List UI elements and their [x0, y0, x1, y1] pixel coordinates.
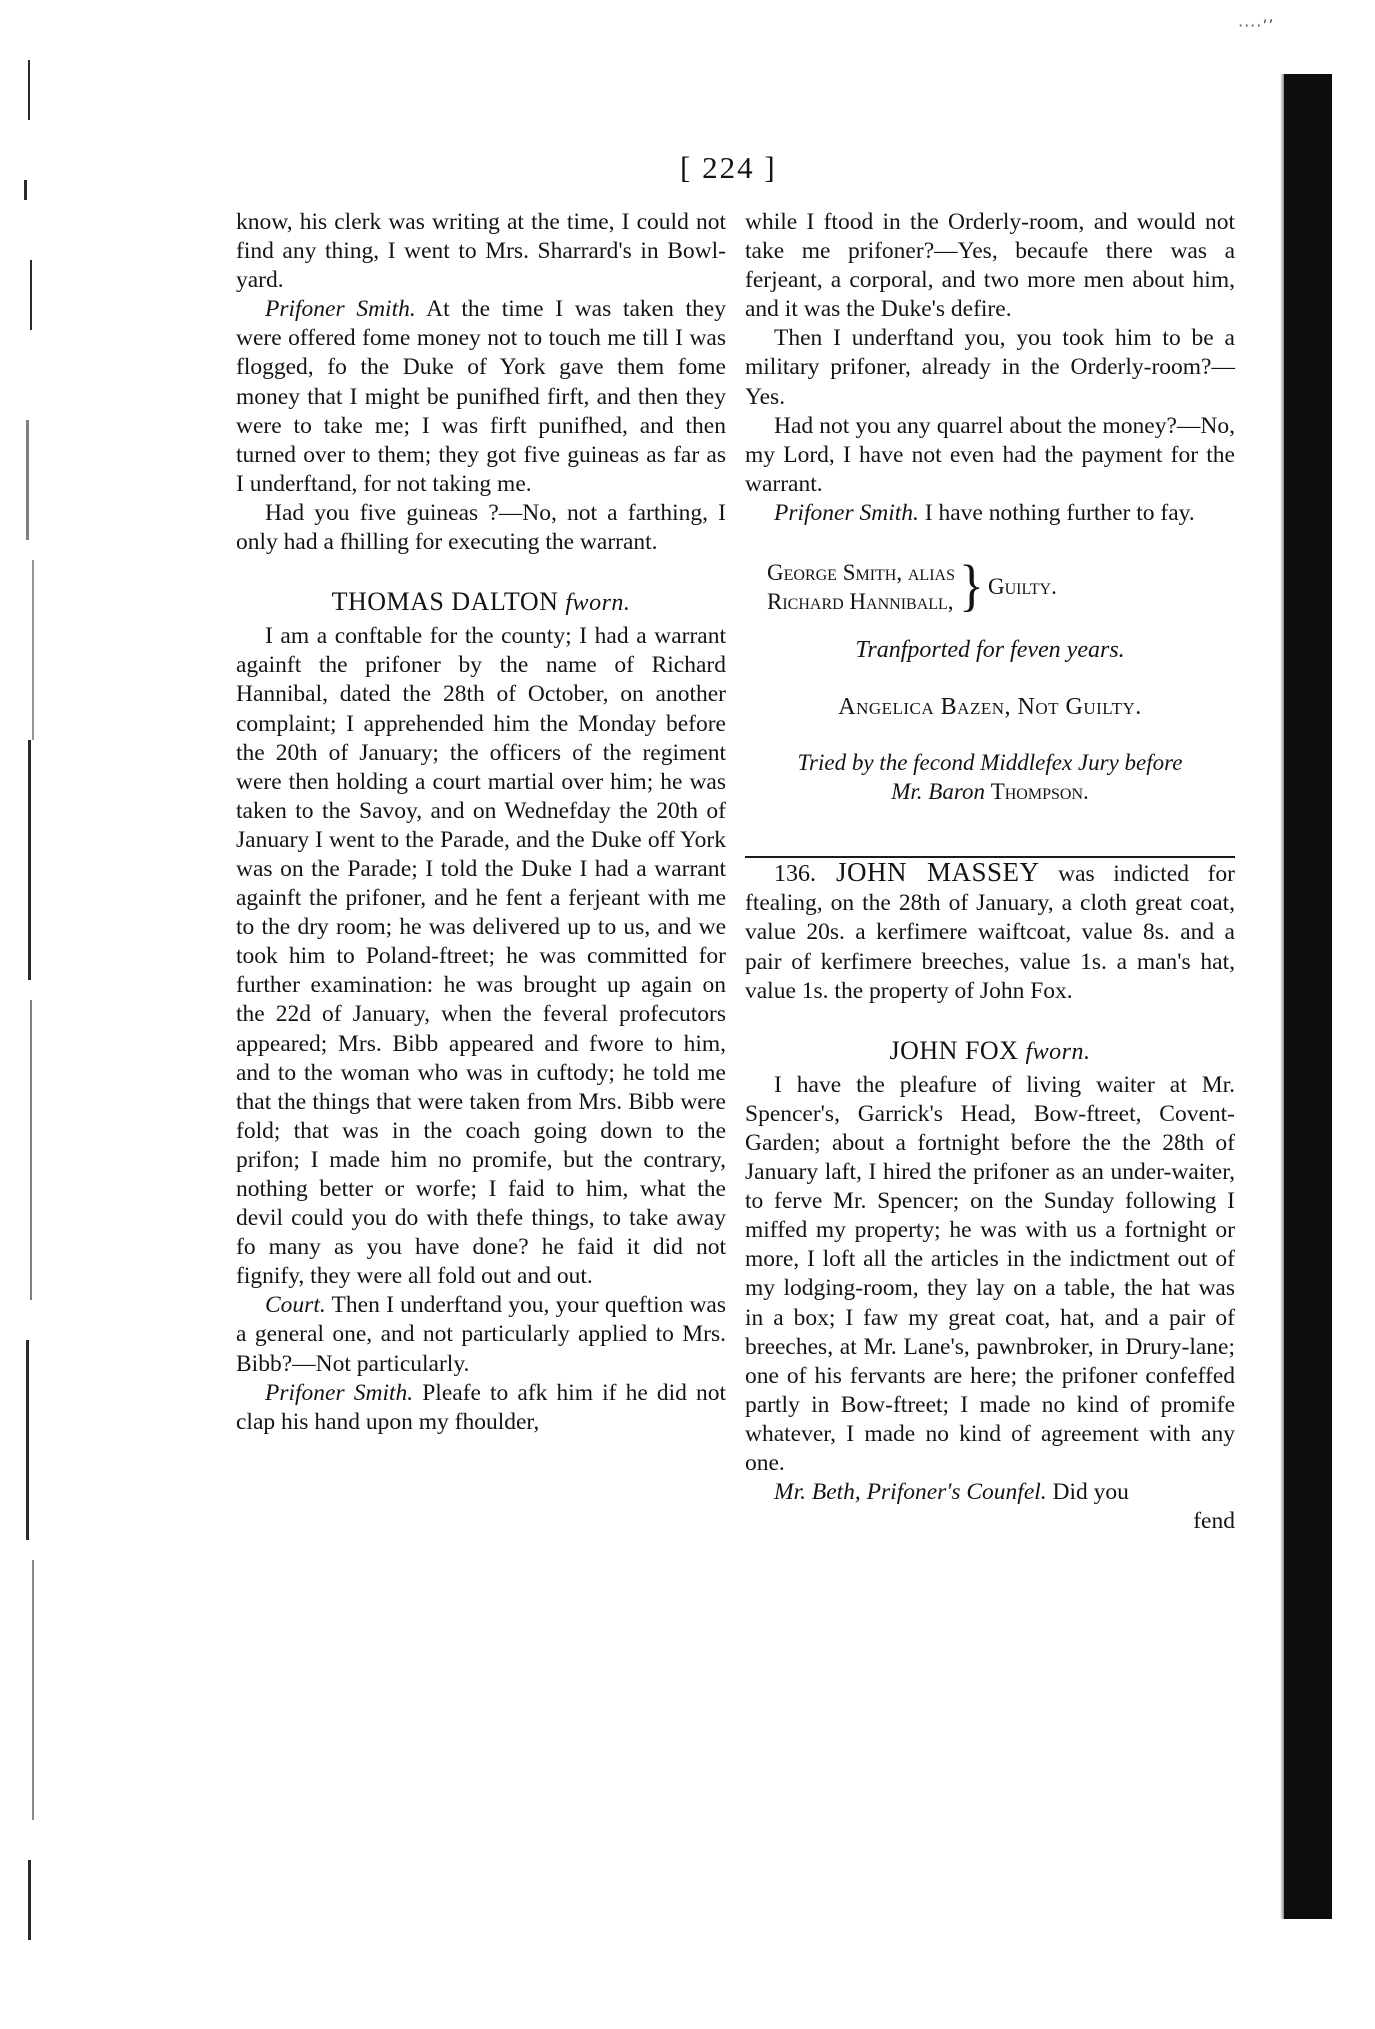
paragraph: [745, 499, 1235, 528]
paragraph: [745, 1478, 1235, 1507]
speaker-label: Prifoner Smith.: [774, 499, 919, 526]
jury-note-line: [745, 777, 1235, 806]
page-number: [ 224 ]: [680, 150, 777, 185]
paragraph: I have the pleafure of living waiter at Mr. Spencer's, Garrick's Head, Bow-ftreet, Covent-Garden; about a fortnight before the the 28th of January laft, I hired the prifoner as an under-waiter, to ferve Mr. Spencer; on the Sunday following I miffed my property; he was with us a fortnight or more, I loft all the articles in the indictment out of my lodging-room, they lay on a table, the hat was in a box; I faw my great coat, hat, and a pair of breeches, at Mr. Lane's, pawnbroker, in Drury-lane; one of his fervants are here; the prifoner confeffed partly in Bow-ftreet; I made no kind of promife whatever, I made no kind of agreement with any one.: [745, 1071, 1235, 1476]
witness-heading: [236, 587, 726, 618]
left-column: [236, 208, 726, 1437]
defendant-name: George Smith, alias: [767, 560, 955, 586]
scan-margin-specks: [20, 60, 80, 1960]
scan-corner-mark: ····’ʼ: [1238, 16, 1275, 35]
paragraph: Had not you any quarrel about the money?—No, my Lord, I have not even had the payment for the warrant.: [745, 412, 1235, 497]
witness-name: JOHN FOX: [889, 1035, 1026, 1065]
paragraph-text: Did you: [1046, 1479, 1129, 1506]
brace-glyph: }: [958, 555, 984, 618]
case-number: 136.: [774, 861, 816, 888]
sworn-label: fworn.: [1025, 1038, 1091, 1065]
verdict-not-guilty: Angelica Bazen, Not Guilty.: [838, 694, 1142, 721]
verdict-guilty: Guilty.: [987, 574, 1057, 600]
right-column: [745, 208, 1235, 1536]
paragraph-text: At the time I was taken they were offered fome money not to touch me till I was flogged, fo the Duke of York gave them fome money that I might be punifhed firft, and then they were to take me; I was firft punifhed, and then turned over to them; they got five guineas as far as I underftand, for not taking me.: [236, 296, 726, 497]
paragraph-text: Pleafe to afk him if he did not clap his hand upon my fhoulder,: [236, 1379, 727, 1435]
speaker-label: Mr. Beth, Prifoner's Counfel.: [774, 1479, 1047, 1506]
speaker-label: Prifoner Smith.: [265, 1379, 414, 1406]
speaker-label: Court.: [265, 1292, 326, 1319]
paragraph: Then I underftand you, you took him to be a military prifoner, already in the Orderly-room?—Yes.: [745, 325, 1235, 410]
sentence-line: Tranfported for feven years.: [855, 637, 1125, 664]
scan-edge-shadow: [1284, 74, 1332, 1919]
case-opening: [745, 858, 1235, 1005]
paragraph: while I ftood in the Orderly-room, and would not take me prifoner?—Yes, becaufe there was a ferjeant, a corporal, and two more men about him, and it was the Duke's defire.: [745, 209, 1235, 323]
paragraph: [236, 1379, 726, 1437]
paragraph-text: I have nothing further to fay.: [918, 499, 1195, 526]
sworn-label: fworn.: [565, 590, 631, 617]
jury-note: [745, 748, 1235, 806]
defendant-alias: Richard Hanniball,: [767, 589, 954, 615]
witness-heading: [745, 1036, 1235, 1067]
paragraph: I am a conftable for the county; I had a warrant againft the prifoner by the name of Richard Hannibal, dated the 28th of October, on another complaint; I apprehended him the Monday before the 20th of January; the officers of the regiment were then holding a court martial over him; he was taken to the Savoy, and on Wednefday the 20th of January I went to the Parade, and the Duke off York was on the Parade; I told the Duke I had a warrant againft the prifoner, and he fent a ferjeant with me to the dry room; he was delivered up to us, and we took him to Poland-ftreet; he was committed for further examination: he was brought up again on the 22d of January, when the feveral profecutors appeared; Mrs. Bibb appeared and fwore to him, and to the woman who was in cuftody; he told me that the things that were taken from Mrs. Bibb were fold; that was in the coach going down to the prifon; I made him no promife, but the contrary, nothing better or worfe; I faid to him, what the devil could you do with thefe things, to take away fo many as you have done? he faid it did not fignify, they were all fold out and out.: [236, 623, 726, 1290]
paragraph: know, his clerk was writing at the time, I could not find any thing, I went to Mrs. Sharrard's in Bowl-yard.: [236, 209, 726, 294]
defendant-names: [767, 558, 955, 616]
speaker-label: Prifoner Smith.: [265, 296, 416, 323]
witness-name: THOMAS DALTON: [331, 587, 566, 617]
paragraph: Had you five guineas ?—No, not a farthing, I only had a fhilling for executing the warrant.: [236, 499, 726, 556]
verdict-block: [767, 555, 1235, 618]
defendant-heading: JOHN MASSEY: [816, 857, 1040, 888]
indictment-text: was indicted for ftealing, on the 28th of January, a cloth great coat, value 20s. a kerfimere waiftcoat, value 8s. and a pair of kerfimere breeches, value 1s. a man's hat, value 1s. the property of John Fox.: [745, 861, 1235, 1004]
jury-note-line: Tried by the fecond Middlefex Jury before: [797, 750, 1183, 776]
catchword: fend: [1193, 1508, 1235, 1535]
judge-name: Thompson.: [990, 779, 1089, 805]
paragraph-text: Then I underftand you, your queftion was a general one, and not particularly applied to Mrs. Bibb?—Not particularly.: [236, 1292, 726, 1377]
judge-title: Mr. Baron: [891, 779, 991, 805]
paragraph: [236, 1291, 726, 1378]
paragraph: [236, 295, 726, 499]
